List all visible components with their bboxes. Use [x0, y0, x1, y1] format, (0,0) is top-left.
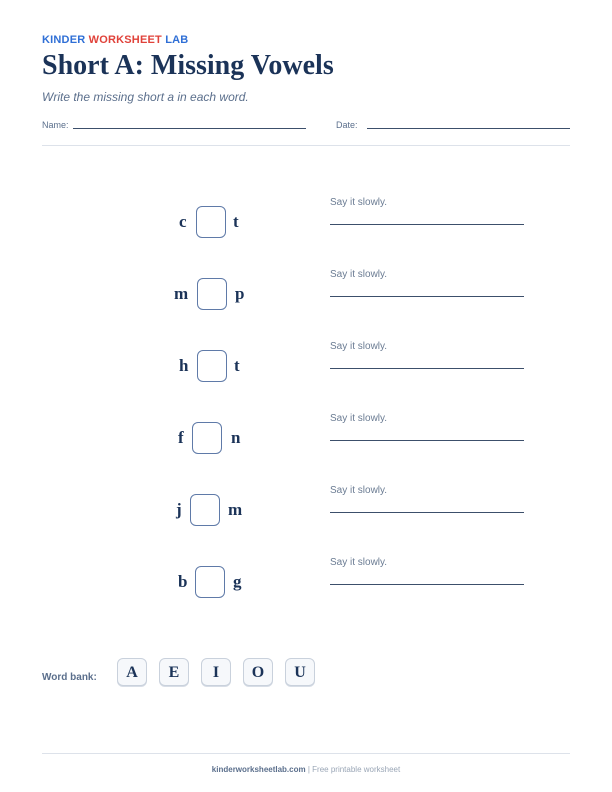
exercise-row: [0, 197, 612, 246]
letter-tile-i[interactable]: I: [201, 658, 231, 686]
footer-divider: [42, 753, 570, 754]
write-line[interactable]: [330, 512, 524, 513]
write-line[interactable]: [330, 368, 524, 369]
write-line[interactable]: [330, 440, 524, 441]
last-letter: t: [234, 356, 240, 375]
last-letter: g: [233, 572, 242, 591]
answer-box[interactable]: [197, 350, 227, 382]
footer-separator: |: [307, 765, 310, 774]
footer: [0, 765, 612, 774]
first-letter: f: [178, 428, 184, 447]
header-divider: [42, 145, 570, 146]
last-letter: n: [231, 428, 241, 447]
instructions: Write the missing short a in each word.: [42, 90, 249, 104]
last-letter: t: [233, 212, 239, 231]
write-line[interactable]: [330, 224, 524, 225]
hint-text: Say it slowly.: [330, 557, 388, 568]
write-line[interactable]: [330, 296, 524, 297]
name-label: Name:: [42, 120, 69, 130]
page-title: Short A: Missing Vowels: [42, 50, 334, 81]
first-letter: h: [179, 356, 189, 375]
hint-text: Say it slowly.: [330, 341, 388, 352]
date-field[interactable]: [367, 128, 570, 129]
last-letter: p: [235, 284, 245, 303]
answer-box[interactable]: [197, 278, 227, 310]
letter-tile-a[interactable]: A: [117, 658, 147, 686]
brand-part-kinder: KINDER: [42, 34, 86, 46]
answer-box[interactable]: [196, 206, 226, 238]
footer-site-link[interactable]: kinderworksheetlab.com: [211, 765, 306, 774]
answer-box[interactable]: [192, 422, 222, 454]
exercise-row: [0, 413, 612, 462]
exercise-row: [0, 557, 612, 606]
write-line[interactable]: [330, 584, 524, 585]
brand-part-lab: LAB: [165, 34, 189, 46]
exercise-row: [0, 341, 612, 390]
letter-tile-o[interactable]: O: [243, 658, 273, 686]
hint-text: Say it slowly.: [330, 269, 388, 280]
date-label: Date:: [336, 120, 358, 130]
first-letter: c: [179, 212, 187, 231]
hint-text: Say it slowly.: [330, 413, 388, 424]
exercise-row: [0, 485, 612, 534]
hint-text: Say it slowly.: [330, 485, 388, 496]
first-letter: j: [176, 500, 182, 519]
footer-note: Free printable worksheet: [312, 765, 401, 774]
letter-tile-e[interactable]: E: [159, 658, 189, 686]
first-letter: m: [174, 284, 189, 303]
first-letter: b: [178, 572, 188, 591]
last-letter: m: [228, 500, 243, 519]
answer-box[interactable]: [190, 494, 220, 526]
word-bank-label: Word bank:: [42, 672, 97, 683]
hint-text: Say it slowly.: [330, 197, 388, 208]
brand-logo: [42, 34, 188, 46]
exercise-row: [0, 269, 612, 318]
name-field[interactable]: [73, 128, 306, 129]
letter-tile-u[interactable]: U: [285, 658, 315, 686]
answer-box[interactable]: [195, 566, 225, 598]
brand-part-worksheet: WORKSHEET: [88, 34, 162, 46]
